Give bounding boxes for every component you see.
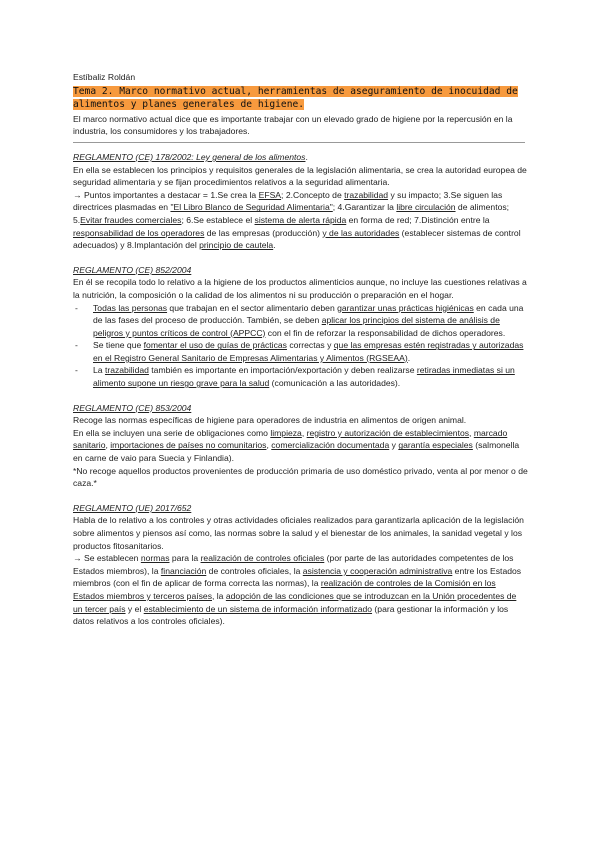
list-item: - Todas las personas que trabajan en el sector alimentario deben garantizar unas prácticas higiénicas en cada una de las fases del proceso de producción. También, se deben aplicar los principios del sistema de análisis de peligros y puntos críticos de control (APPCC) con el fin de reforzar la responsabilidad de dichos operadores. — [73, 302, 528, 340]
intro-paragraph: El marco normativo actual dice que es importante trabajar con un elevado grado de higiene por la repercusión en la industria, los consumidores y los trabajadores. — [73, 113, 513, 137]
section-reglamento-2017-652 — [73, 502, 528, 628]
section-paragraph: Habla de lo relativo a los controles y otras actividades oficiales realizados para garantizarla aplicación de la legislación sobre alimentos y piensos así como, las normas sobre la salud y el bienestar de los animales, la sanidad vegetal y los productos fitosanitarios. — [73, 515, 524, 551]
section-heading: REGLAMENTO (CE) 852/2004 — [73, 264, 192, 275]
section-reglamento-178-2002 — [73, 151, 528, 252]
section-paragraph: Recoge las normas específicas de higiene para operadores de industria en alimentos de origen animal. — [73, 415, 467, 426]
page-title: Tema 2. Marco normativo actual, herramientas de aseguramiento de inocuidad de alimentos y planes generales de higiene. — [73, 85, 518, 111]
horizontal-divider — [73, 142, 525, 143]
section-heading: REGLAMENTO (CE) 853/2004 — [73, 402, 192, 413]
key-points-paragraph: → Puntos importantes a destacar = 1.Se crea la EFSA; 2.Concepto de trazabilidad y su impacto; 3.Se siguen las directrices plasmadas en "El Libro Blanco de Seguridad Alimentaria"; 4.Garantizar la libre circulación de alimentos; 5.Evitar fraudes comerciales; 6.Se establece el sistema de alerta rápida en forma de red; 7.Distinción entre la responsabilidad de los operadores de las empresas (producción) y de las autoridades (establecer sistemas de control adecuados) y 8.Implantación del principio de cautela. — [73, 189, 521, 251]
document-page — [73, 71, 528, 640]
section-reglamento-852-2004 — [73, 264, 528, 390]
section-heading: REGLAMENTO (CE) 178/2002: Ley general de los alimentos. — [73, 151, 308, 162]
list-item: - La trazabilidad también es importante en importación/exportación y deben realizarse retiradas inmediatas si un alimento supone un riesgo grave para la salud (comunicación a las autoridades). — [73, 364, 528, 389]
section-paragraph: En él se recopila todo lo relativo a la higiene de los productos alimenticios aunque, no incluye las cuestiones relativas a la nutrición, la composición o la calidad de los alimentos ni su producción o preparación en el hogar. — [73, 277, 527, 300]
section-reglamento-853-2004 — [73, 402, 528, 490]
rules-paragraph: → Se establecen normas para la realización de controles oficiales (por parte de las autoridades competentes de los Estados miembros), la financiación de controles oficiales, la asistencia y cooperación administrativa entre los Estados miembros (con el fin de aplicar de forma correcta las normas), la realización de controles de la Comisión en los Estados miembros y terceros países, la adopción de las condiciones que se introduzcan en la Unión procedentes de un tercer país y el establecimiento de un sistema de información informatizado (para gestionar la información y los datos relativos a los controles oficiales). — [73, 553, 522, 627]
section-heading: REGLAMENTO (UE) 2017/652 — [73, 502, 192, 513]
note-paragraph: *No recoge aquellos productos provenientes de producción primaria de uso doméstico privado, venta al por menor o de caza.* — [73, 465, 528, 489]
obligations-paragraph: En ella se incluyen una serie de obligaciones como limpieza, registro y autorización de establecimientos, marcado sanitario, importaciones de países no comunitarios, comercialización documentada y garantía especiales (salmonella en carne de vaio para Suecia y Finlandia). — [73, 427, 520, 464]
section-paragraph: En ella se establecen los principios y requisitos generales de la legislación alimentaria, se crea la autoridad europea de seguridad alimentaria y se fijan procedimientos relativos a la seguridad alimentaria. — [73, 164, 527, 188]
author-name: Estíbaliz Roldán — [73, 72, 136, 82]
bullet-list — [73, 302, 528, 390]
list-item: - Se tiene que fomentar el uso de guías de prácticas correctas y que las empresas estén registradas y autorizadas en el Registro General Sanitario de Empresas Alimentarias y Alimentos (RGSEAA). — [73, 339, 528, 364]
